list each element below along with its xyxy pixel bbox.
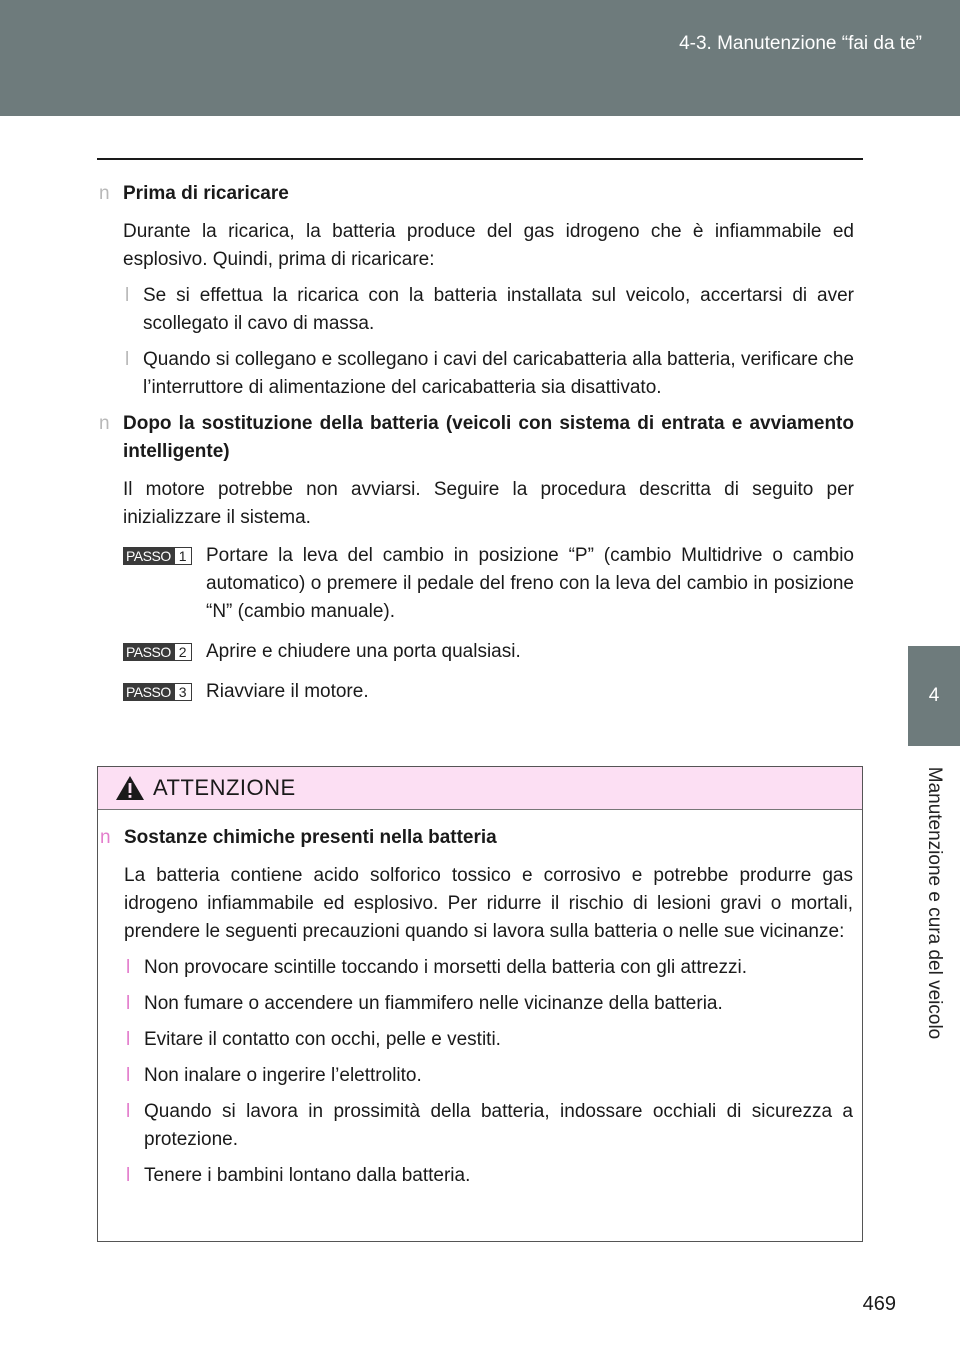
section-title: 4-3. Manutenzione “fai da te” xyxy=(679,33,922,54)
step-text: Portare la leva del cambio in posizione “P” (cambio Multidrive o cambio automatico) o premere il pedale del freno con la leva del cambio in posizione “N” (cambio manuale). xyxy=(206,545,854,622)
step-text: Aprire e chiudere una porta qualsiasi. xyxy=(206,641,521,662)
list-item-text: Tenere i bambini lontano dalla batteria. xyxy=(144,1165,471,1186)
item-bullet-icon: l xyxy=(125,349,130,370)
list-item xyxy=(97,282,854,338)
step-badge xyxy=(123,643,192,661)
page-number: 469 xyxy=(862,1293,896,1315)
step-badge xyxy=(123,547,192,565)
list-item-text: Evitare il contatto con occhi, pelle e vestiti. xyxy=(144,1029,501,1050)
warning-body xyxy=(98,810,862,1190)
warning-header xyxy=(98,767,862,810)
paragraph: Il motore potrebbe non avviarsi. Seguire la procedura descritta di seguito per inizializzare il sistema. xyxy=(123,479,854,528)
item-bullet-icon: l xyxy=(126,1101,131,1122)
page-header xyxy=(0,0,960,116)
step-badge-number: 3 xyxy=(174,683,192,701)
step-badge xyxy=(123,683,192,701)
main-content xyxy=(97,180,854,718)
list-item-text: Quando si collegano e scollegano i cavi del caricabatteria alla batteria, verificare che l’interruttore di alimentazione del caricabatteria sia disattivato. xyxy=(143,349,854,398)
step-item xyxy=(97,638,854,666)
step-badge-number: 1 xyxy=(174,547,192,565)
section-title-text: Dopo la sostituzione della batteria (veicoli con sistema di entrata e avviamento intelligente) xyxy=(123,413,854,462)
list-item xyxy=(98,1026,853,1054)
step-text: Riavviare il motore. xyxy=(206,681,369,702)
step-item xyxy=(97,542,854,626)
list-item-text: Quando si lavora in prossimità della batteria, indossare occhiali di sicurezza a protezione. xyxy=(144,1101,853,1150)
list-item xyxy=(98,954,853,982)
item-bullet-icon: l xyxy=(125,285,130,306)
list-item xyxy=(98,1062,853,1090)
chapter-tab xyxy=(908,646,960,746)
list-item-text: Non inalare o ingerire l’elettrolito. xyxy=(144,1065,422,1086)
top-divider xyxy=(97,158,863,160)
step-badge-label: PASSO xyxy=(123,547,174,565)
warning-title: ATTENZIONE xyxy=(153,775,296,800)
paragraph: La batteria contiene acido solforico tossico e corrosivo e potrebbe produrre gas idrogeno infiammabile ed esplosivo. Per ridurre il rischio di lesioni gravi o mortali, prendere le seguenti precauzioni quando si lavora sulla batteria o nelle sue vicinanze: xyxy=(124,865,853,942)
list-item xyxy=(97,346,854,402)
section-bullet-icon: n xyxy=(100,827,111,848)
item-bullet-icon: l xyxy=(126,1165,131,1186)
chapter-number: 4 xyxy=(928,685,940,706)
section-heading xyxy=(97,180,854,208)
step-badge-label: PASSO xyxy=(123,643,174,661)
item-bullet-icon: l xyxy=(126,957,131,978)
list-item-text: Non provocare scintille toccando i morsetti della batteria con gli attrezzi. xyxy=(144,957,748,978)
section-title-text: Sostanze chimiche presenti nella batteria xyxy=(124,827,497,848)
list-item xyxy=(98,1162,853,1190)
step-badge-number: 2 xyxy=(174,643,192,661)
step-item xyxy=(97,678,854,706)
list-item-text: Non fumare o accendere un fiammifero nelle vicinanze della batteria. xyxy=(144,993,723,1014)
item-bullet-icon: l xyxy=(126,1029,131,1050)
section-heading xyxy=(98,824,853,852)
warning-triangle-icon xyxy=(115,775,145,801)
list-item xyxy=(98,990,853,1018)
section-bullet-icon: n xyxy=(99,413,110,434)
list-item-text: Se si effettua la ricarica con la batteria installata sul veicolo, accertarsi di aver scollegato il cavo di massa. xyxy=(143,285,854,334)
warning-box xyxy=(97,766,863,1242)
paragraph: Durante la ricarica, la batteria produce del gas idrogeno che è infiammabile ed esplosivo. Quindi, prima di ricaricare: xyxy=(123,221,854,270)
chapter-label: Manutenzione e cura del veicolo xyxy=(924,766,945,1040)
item-bullet-icon: l xyxy=(126,1065,131,1086)
item-bullet-icon: l xyxy=(126,993,131,1014)
section-heading xyxy=(97,410,854,466)
step-badge-label: PASSO xyxy=(123,683,174,701)
section-bullet-icon: n xyxy=(99,183,110,204)
list-item xyxy=(98,1098,853,1154)
section-title-text: Prima di ricaricare xyxy=(123,183,289,204)
